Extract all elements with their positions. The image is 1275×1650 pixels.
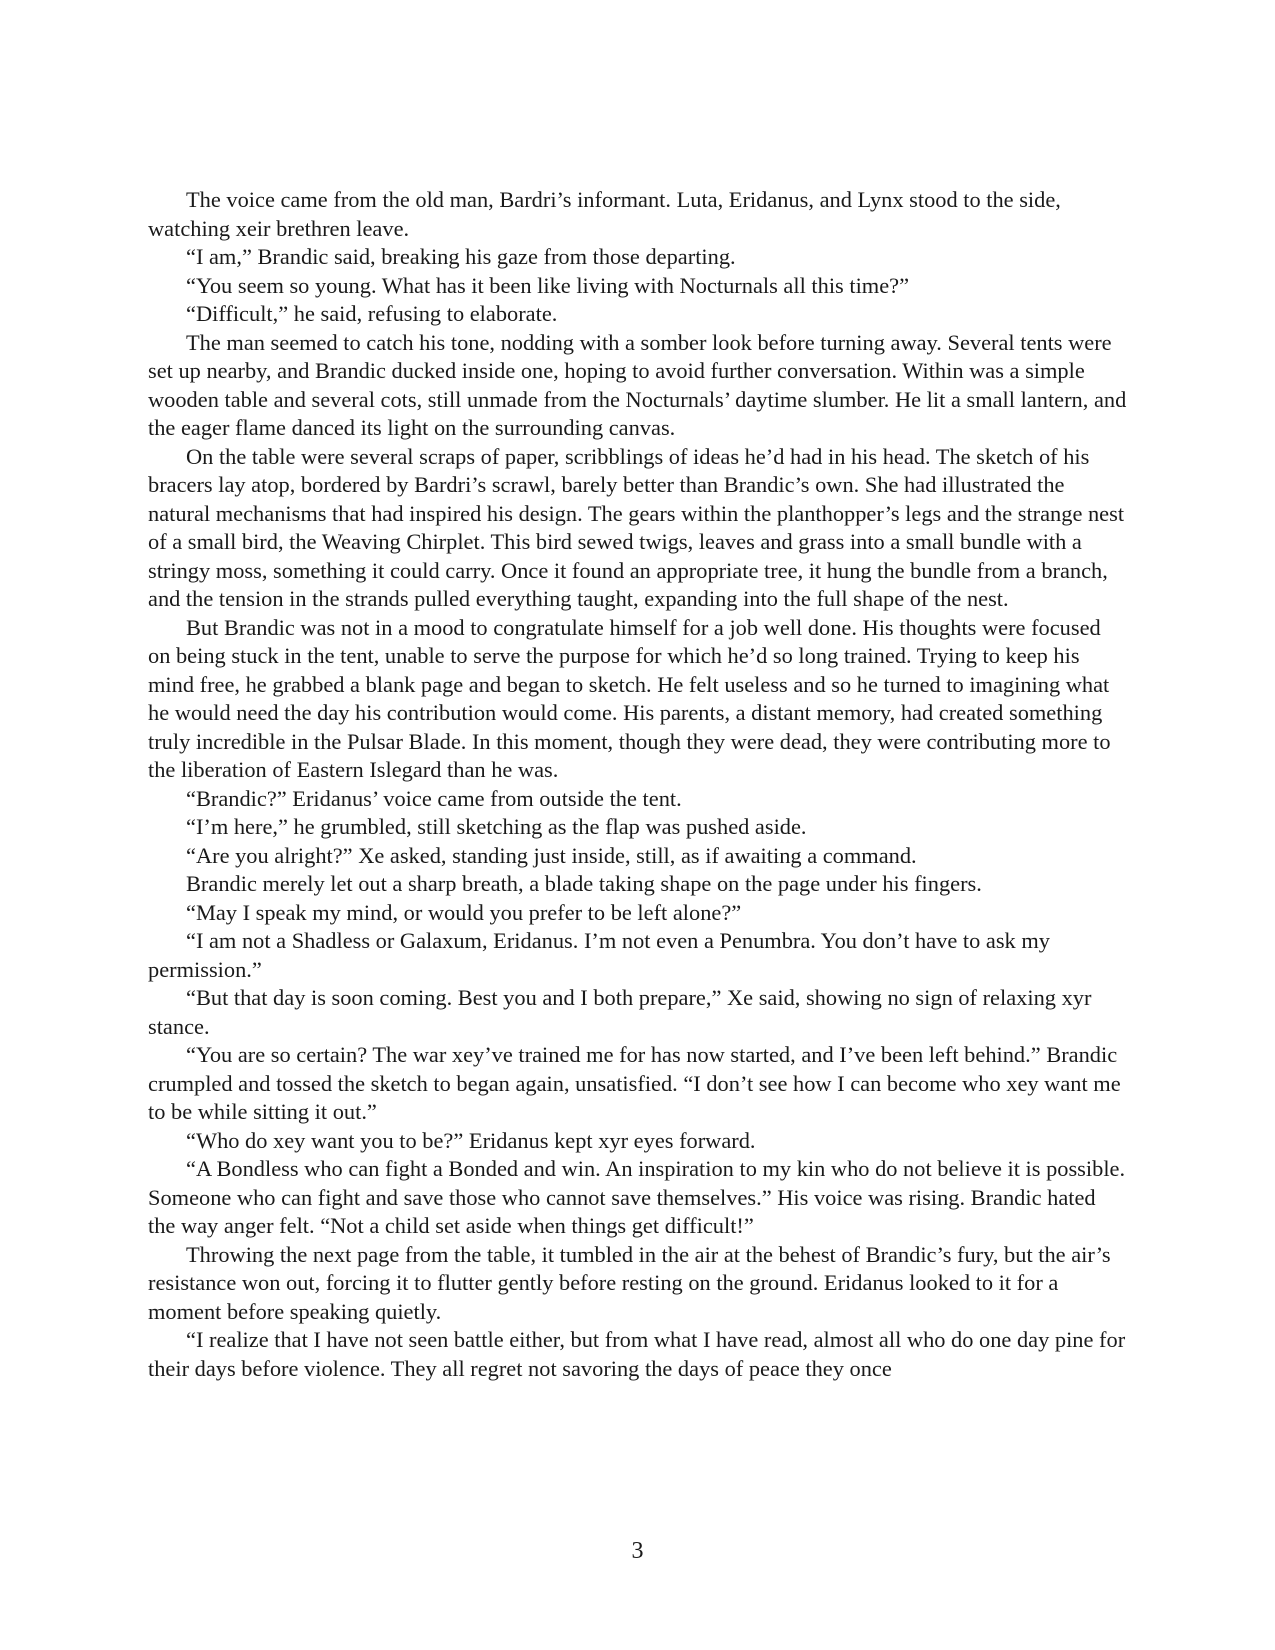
paragraph: “I realize that I have not seen battle either, but from what I have read, almost all who do one day pine for their days before violence. They all regret not savoring the days of peace they once	[148, 1327, 1126, 1381]
paragraph: But Brandic was not in a mood to congratulate himself for a job well done. His thoughts were focused on being stuck in the tent, unable to serve the purpose for which he’d so long trained. Trying to keep his mind free, he grabbed a blank page and began to sketch. He felt useless and so he turned to imagining what he would need the day his contribution would come. His parents, a distant memory, had created something truly incredible in the Pulsar Blade. In this moment, though they were dead, they were contributing more to the liberation of Eastern Islegard than he was.	[148, 614, 1111, 782]
paragraph: Throwing the next page from the table, it tumbled in the air at the behest of Brandic’s fury, but the air’s resistance won out, forcing it to flutter gently before resting on the ground. Eridanus looked to it for a moment before speaking quietly.	[148, 1241, 1111, 1324]
paragraph: “Brandic?” Eridanus’ voice came from outside the tent.	[186, 785, 682, 811]
paragraph: “I am not a Shadless or Galaxum, Eridanus. I’m not even a Penumbra. You don’t have to ask my permission.”	[148, 928, 1050, 982]
paragraph: “You are so certain? The war xey’ve trained me for has now started, and I’ve been left behind.” Brandic crumpled and tossed the sketch to began again, unsatisfied. “I don’t see how I can become who xey want me to be while sitting it out.”	[148, 1042, 1121, 1124]
body-text	[148, 186, 1128, 1383]
paragraph: “I am,” Brandic said, breaking his gaze from those departing.	[186, 244, 736, 269]
page-number: 3	[631, 1538, 644, 1564]
paragraph: “You seem so young. What has it been like living with Nocturnals all this time?”	[186, 272, 910, 298]
paragraph: The man seemed to catch his tone, nodding with a somber look before turning away. Several tents were set up nearby, and Brandic ducked inside one, hoping to avoid further conversation. Within was a simple wooden table and several cots, still unmade from the Nocturnals’ daytime slumber. He lit a small lantern, and the eager flame danced its light on the surrounding canvas.	[148, 329, 1127, 440]
paragraph: Brandic merely let out a sharp breath, a blade taking shape on the page under his fingers.	[186, 871, 982, 896]
paragraph: The voice came from the old man, Bardri’s informant. Luta, Eridanus, and Lynx stood to the side, watching xeir brethren leave.	[148, 187, 1061, 241]
paragraph: “But that day is soon coming. Best you and I both prepare,” Xe said, showing no sign of relaxing xyr stance.	[148, 985, 1092, 1039]
paragraph: “May I speak my mind, or would you prefer to be left alone?”	[186, 899, 742, 925]
paragraph: “Who do xey want you to be?” Eridanus kept xyr eyes forward.	[186, 1127, 756, 1153]
paragraph: “Difficult,” he said, refusing to elaborate.	[186, 301, 558, 326]
paragraph: “Are you alright?” Xe asked, standing just inside, still, as if awaiting a command.	[186, 842, 917, 868]
paragraph: On the table were several scraps of paper, scribblings of ideas he’d had in his head. The sketch of his bracers lay atop, bordered by Bardri’s scrawl, barely better than Brandic’s own. She had illustrated the natural mechanisms that had inspired his design. The gears within the planthopper’s legs and the strange nest of a small bird, the Weaving Chirplet. This bird sewed twigs, leaves and grass into a small bundle with a stringy moss, something it could carry. Once it found an appropriate tree, it hung the bundle from a branch, and the tension in the strands pulled everything taught, expanding into the full shape of the nest.	[148, 443, 1125, 611]
paragraph: “A Bondless who can fight a Bonded and win. An inspiration to my kin who do not believe it is possible. Someone who can fight and save those who cannot save themselves.” His voice was rising. Brandic hated the way anger felt. “Not a child set aside when things get difficult!”	[148, 1156, 1126, 1238]
paragraph: “I’m here,” he grumbled, still sketching as the flap was pushed aside.	[186, 814, 807, 839]
